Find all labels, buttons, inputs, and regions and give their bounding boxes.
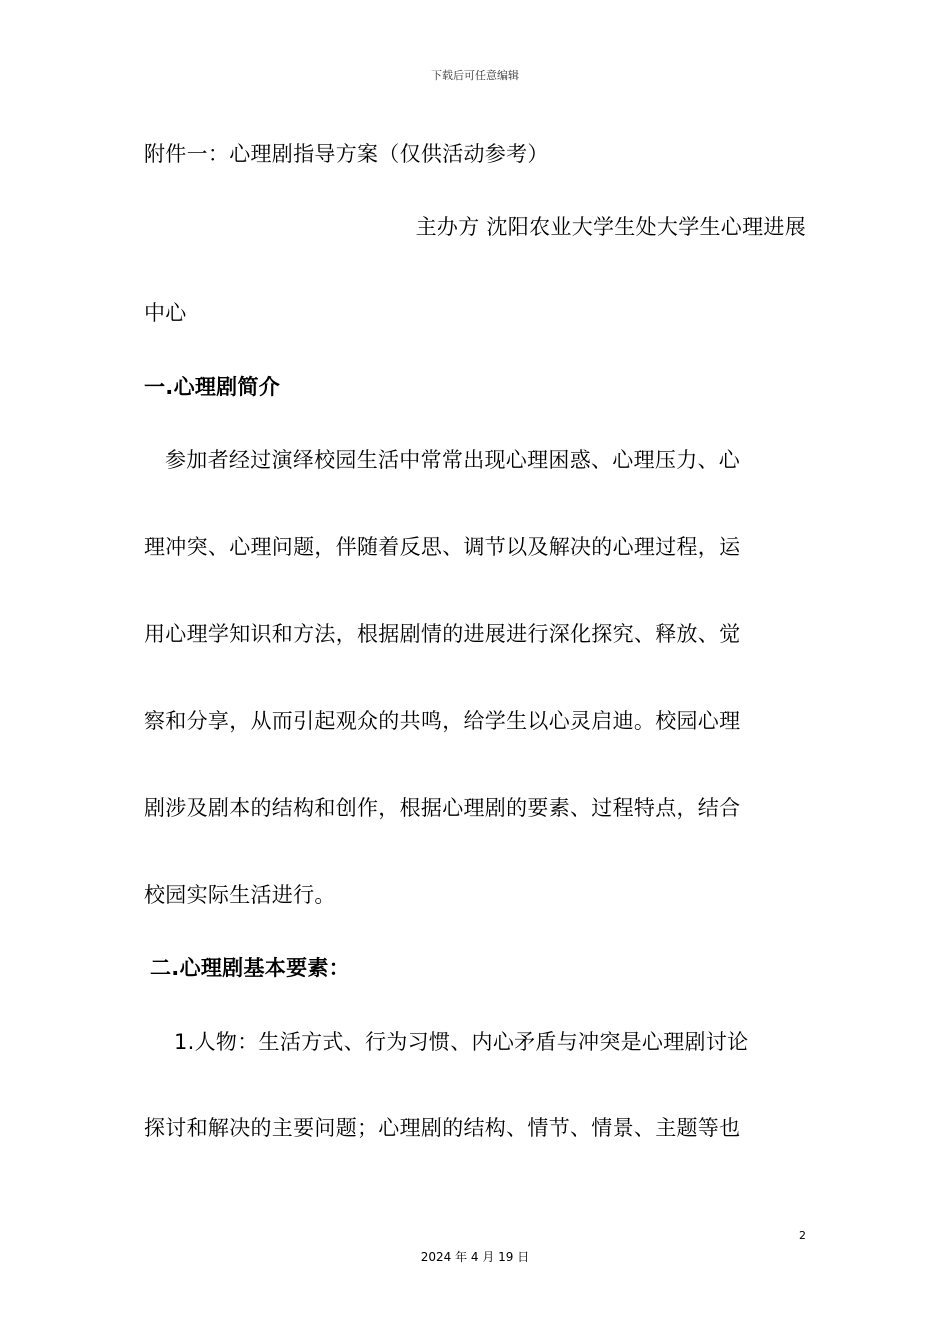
organizer-line-1: 主办方 沈阳农业大学生处大学生心理进展 [415, 215, 806, 239]
section-2-heading: 二.心理剧基本要素： [150, 956, 350, 980]
organizer-line-2: 中心 [144, 301, 187, 325]
section-2-line: 1.人物：生活方式、行为习惯、内心矛盾与冲突是心理剧讨论 [174, 1030, 749, 1054]
footer-date: 2024 年 4 月 19 日 [420, 1250, 530, 1264]
section-1-heading: 一.心理剧简介 [144, 375, 281, 399]
section-2-line: 探讨和解决的主要问题；心理剧的结构、情节、情景、主题等也 [144, 1116, 741, 1140]
document-title: 附件一：心理剧指导方案（仅供活动参考） [144, 142, 549, 166]
section-1-line: 校园实际生活进行。 [144, 883, 336, 907]
section-1-line: 察和分享，从而引起观众的共鸣，给学生以心灵启迪。校园心理 [144, 709, 741, 733]
section-1-line: 理冲突、心理问题，伴随着反思、调节以及解决的心理过程，运 [144, 535, 741, 559]
section-1-line: 参加者经过演绎校园生活中常常出现心理困惑、心理压力、心 [165, 448, 741, 472]
section-1-line: 剧涉及剧本的结构和创作，根据心理剧的要素、过程特点，结合 [144, 796, 741, 820]
page-header: 下载后可任意编辑 [431, 69, 519, 82]
section-1-line: 用心理学知识和方法，根据剧情的进展进行深化探究、释放、觉 [144, 622, 741, 646]
page-number: 2 [799, 1229, 806, 1242]
